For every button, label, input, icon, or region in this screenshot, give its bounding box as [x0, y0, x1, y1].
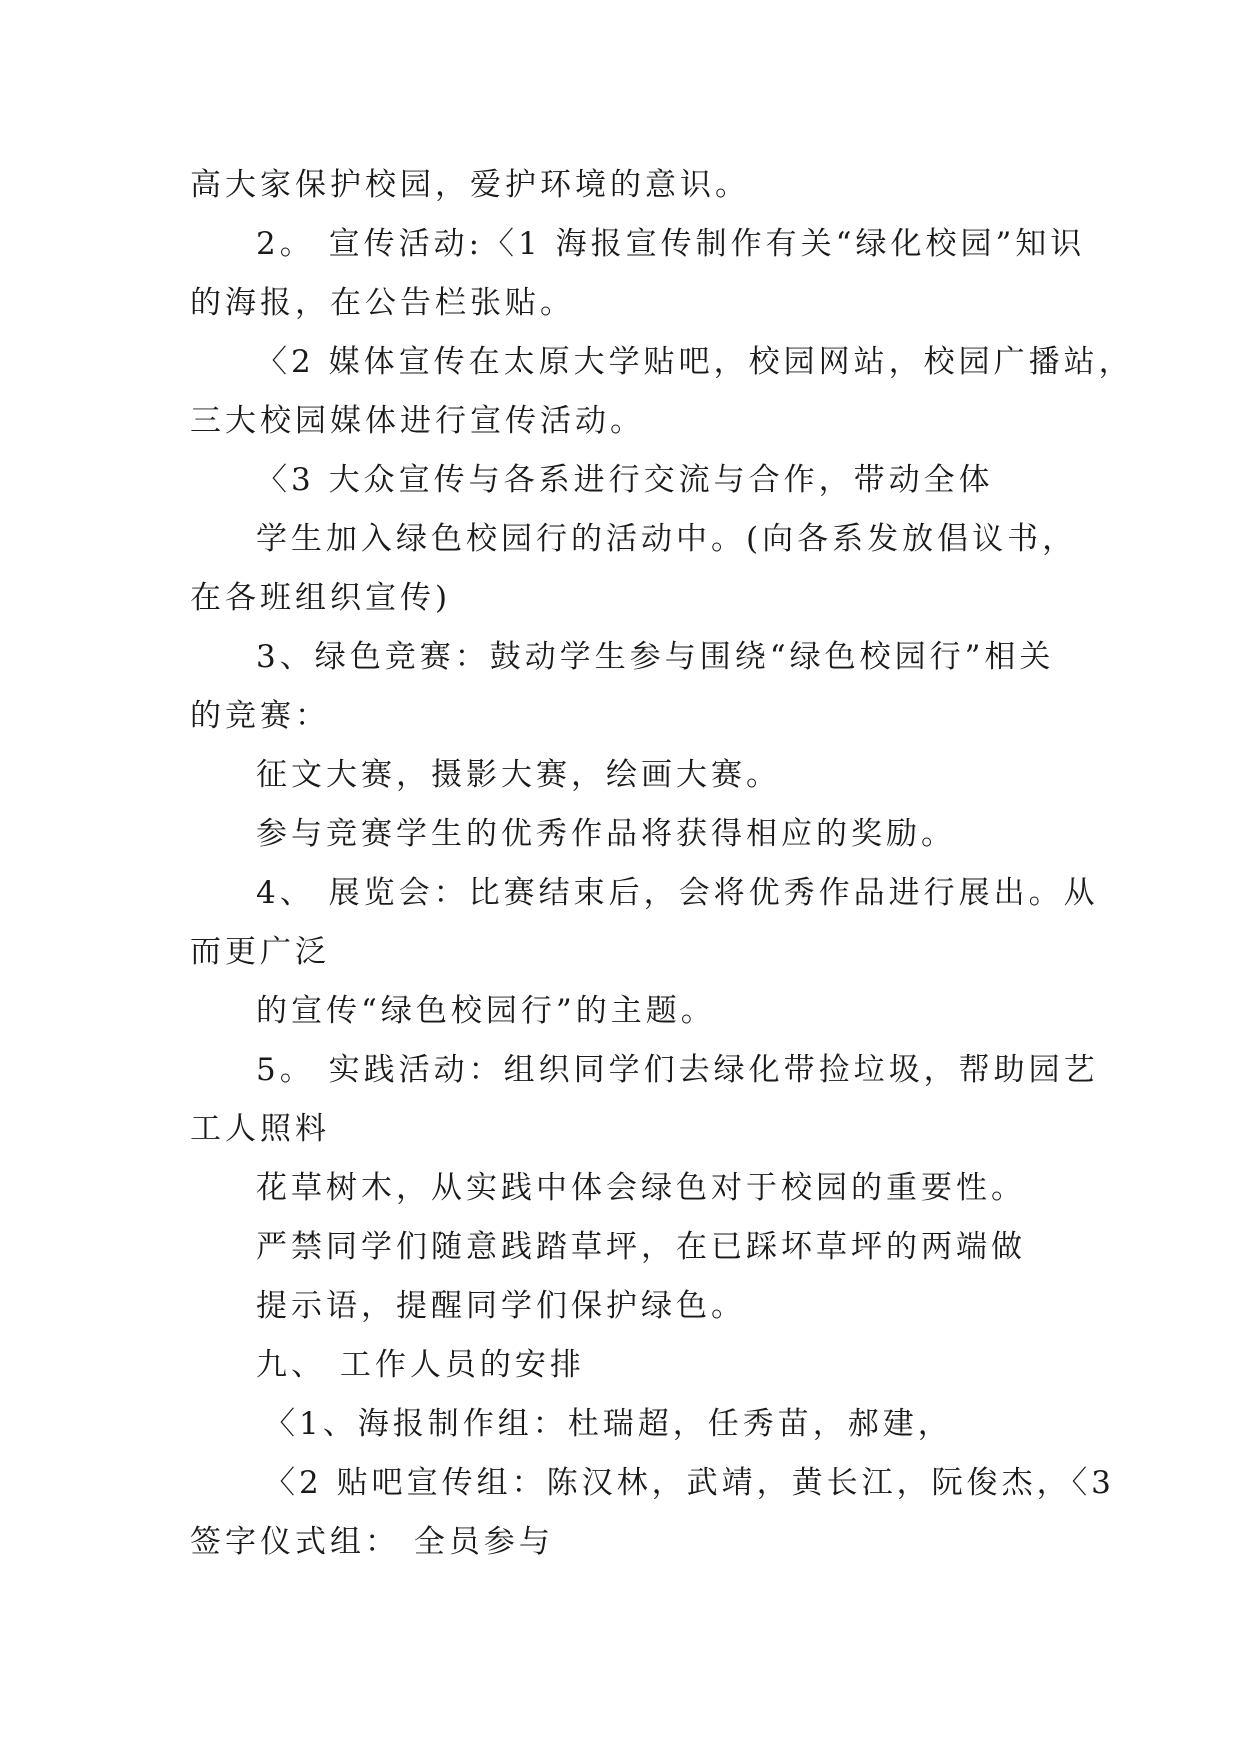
- text-line: 4、 展览会：比赛结束后，会将优秀作品进行展出。从: [256, 875, 1099, 911]
- text-line: 提示语，提醒同学们保护绿色。: [256, 1288, 746, 1324]
- text-line: 5。 实践活动：组织同学们去绿化带捡垃圾，帮助园艺: [256, 1052, 1099, 1088]
- text-line: 三大校园媒体进行宣传活动。: [190, 403, 645, 439]
- text-line: 签字仪式组： 全员参与: [190, 1524, 554, 1560]
- text-line: 花草树木，从实践中体会绿色对于校园的重要性。: [256, 1170, 1026, 1206]
- text-line: 的海报，在公告栏张贴。: [190, 285, 575, 321]
- text-line: 〈1、海报制作组：杜瑞超，任秀苗，郝建，: [264, 1406, 953, 1442]
- text-line: 3、绿色竞赛：鼓动学生参与围绕“绿色校园行”相关: [256, 639, 1055, 675]
- text-line: 征文大赛，摄影大赛，绘画大赛。: [256, 757, 781, 793]
- text-line: 高大家保护校园，爱护环境的意识。: [190, 167, 750, 203]
- text-line: 严禁同学们随意践踏草坪，在已踩坏草坪的两端做: [256, 1229, 1026, 1265]
- text-line: 参与竞赛学生的优秀作品将获得相应的奖励。: [256, 816, 956, 852]
- text-line: 〈2 媒体宣传在太原大学贴吧，校园网站，校园广播站，: [256, 344, 1134, 380]
- text-line: 〈2 贴吧宣传组：陈汉林，武靖，黄长江，阮俊杰，〈3: [264, 1465, 1115, 1501]
- text-line: 2。 宣传活动:〈1 海报宣传制作有关“绿化校园”知识: [256, 226, 1086, 262]
- text-line: 而更广泛: [190, 934, 330, 970]
- text-line: 〈3 大众宣传与各系进行交流与合作，带动全体: [256, 462, 994, 498]
- text-line: 九、 工作人员的安排: [256, 1347, 585, 1383]
- text-line: 在各班组织宣传): [190, 580, 452, 616]
- text-line: 的竞赛：: [190, 698, 330, 734]
- text-line: 学生加入绿色校园行的活动中。(向各系发放倡议书，: [256, 521, 1078, 557]
- text-line: 工人照料: [190, 1111, 330, 1147]
- text-line: 的宣传“绿色校园行”的主题。: [256, 993, 716, 1029]
